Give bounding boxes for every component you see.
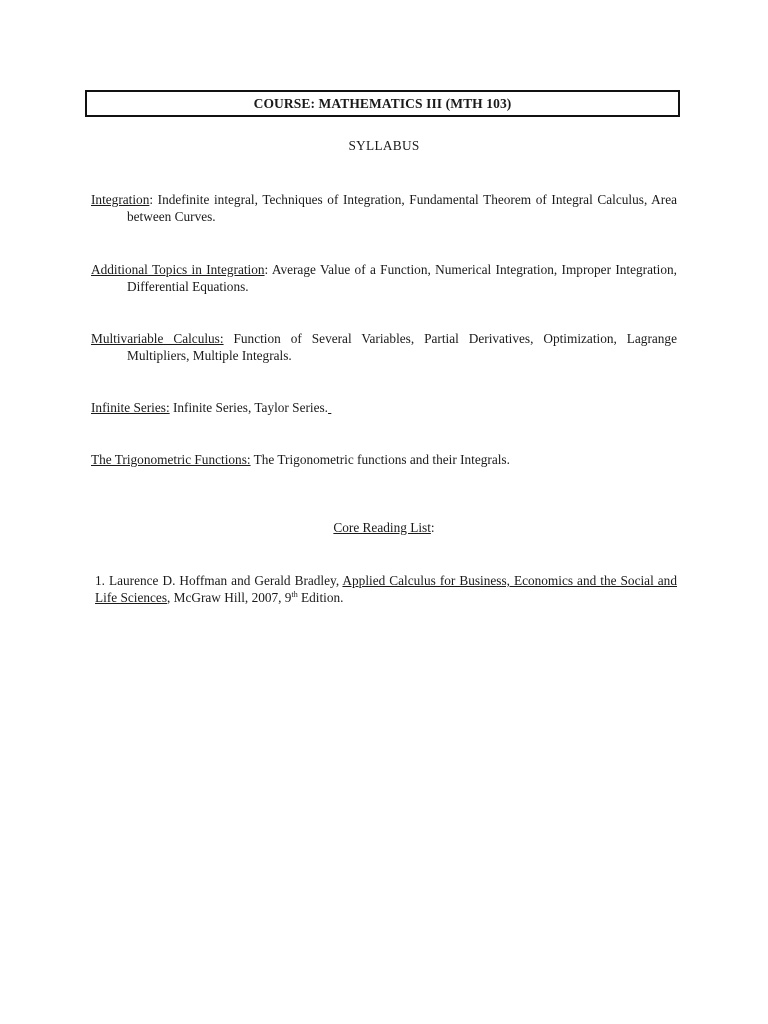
- item-number: 1.: [95, 573, 105, 588]
- topic-description: Function of Several Variables, Partial Derivatives, Optimization, Lagrange Multipliers, Multiple Integrals.: [127, 331, 677, 363]
- topic-separator: :: [149, 192, 154, 207]
- topic-description: Average Value of a Function, Numerical Integration, Improper Integration, Differential Equations.: [127, 262, 677, 294]
- item-edition-sup: th: [291, 590, 298, 599]
- course-title-box: [85, 90, 680, 117]
- topic-name: Infinite Series:: [91, 400, 170, 415]
- topic-name: Multivariable Calculus:: [91, 331, 224, 346]
- item-book-title: Applied Calculus for Business, Economics and the Social and Life Sciences: [95, 573, 677, 605]
- topic-name: The Trigonometric Functions:: [91, 452, 251, 467]
- reading-list-title-suffix: :: [430, 520, 435, 535]
- topic-description: The Trigonometric functions and their Integrals.: [250, 452, 510, 467]
- trailing-underline-space: [328, 400, 331, 415]
- reading-list-heading: [0, 520, 768, 536]
- topic-description: Indefinite integral, Techniques of Integration, Fundamental Theorem of Integral Calculus, Area between Curves.: [127, 192, 677, 224]
- topic-name: Additional Topics in Integration: [91, 262, 265, 277]
- topic-multivariable-calculus: [91, 330, 677, 364]
- topic-integration: [91, 191, 677, 225]
- topic-infinite-series: [91, 399, 677, 416]
- topic-separator: :: [264, 262, 269, 277]
- item-publisher-year: , McGraw Hill, 2007, 9: [167, 590, 292, 605]
- topic-name: Integration: [91, 192, 150, 207]
- item-edition-rest: Edition.: [297, 590, 344, 605]
- reading-list-title: Core Reading List: [333, 520, 431, 535]
- reading-list-item: [95, 572, 677, 606]
- topic-description: Infinite Series, Taylor Series.: [169, 400, 329, 415]
- topic-additional-integration: [91, 261, 677, 295]
- topic-trigonometric-functions: [91, 451, 677, 468]
- course-title: COURSE: MATHEMATICS III (MTH 103): [253, 95, 512, 111]
- item-authors: Laurence D. Hoffman and Gerald Bradley,: [109, 573, 340, 588]
- syllabus-heading: SYLLABUS: [348, 138, 420, 153]
